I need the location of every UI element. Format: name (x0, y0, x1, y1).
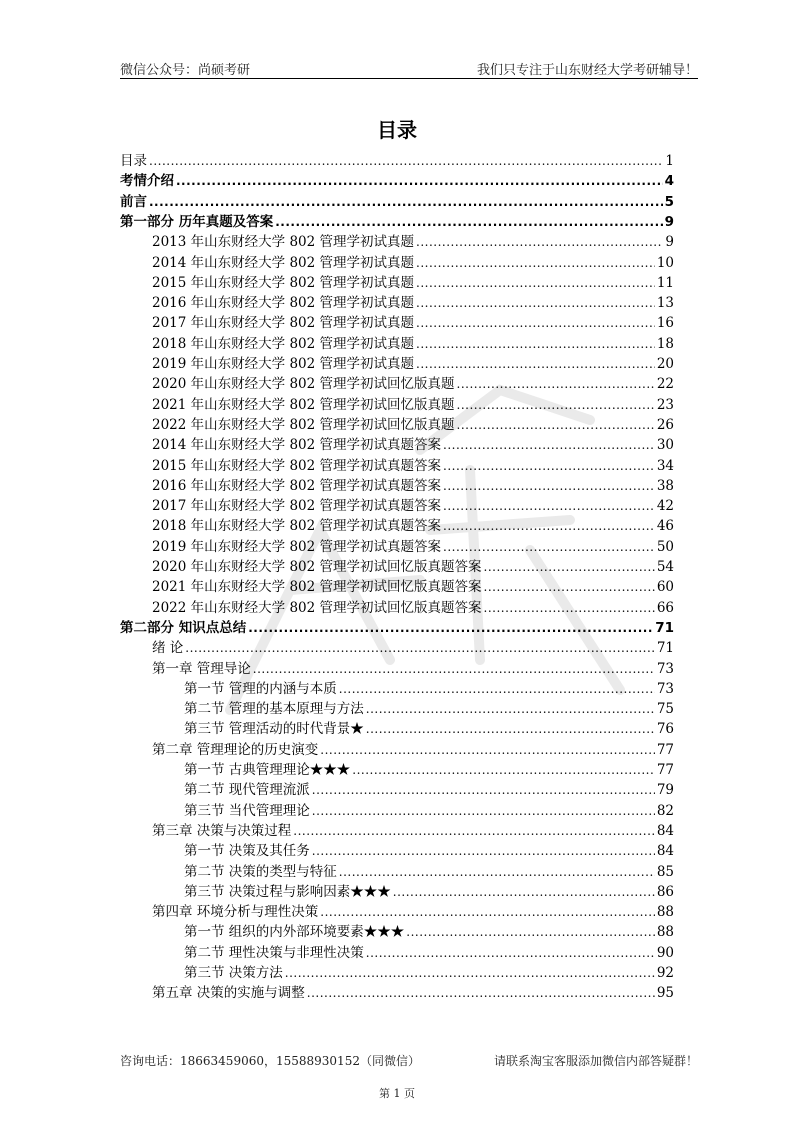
toc-entry[interactable] (120, 231, 674, 251)
toc-entry[interactable] (120, 840, 674, 860)
toc-entry[interactable] (120, 739, 674, 759)
toc-entry[interactable] (120, 434, 674, 454)
toc-dot-leader (457, 416, 655, 434)
page-number: 第 1 页 (379, 1087, 415, 1100)
toc-entry-label: 绪 论 (152, 640, 184, 657)
toc-dot-leader (253, 660, 655, 678)
toc-entry-label: 第四章 环境分析与理性决策 (152, 904, 319, 921)
toc-entry-page: 71 (656, 640, 674, 657)
toc-entry[interactable] (120, 333, 674, 353)
toc-entry[interactable] (120, 252, 674, 272)
toc-dot-leader (484, 599, 655, 617)
toc-entry[interactable] (120, 394, 674, 414)
toc-entry-page: 13 (656, 295, 674, 312)
toc-entry-page: 88 (656, 904, 674, 921)
toc-dot-leader (366, 700, 655, 718)
toc-dot-leader (443, 538, 655, 556)
toc-entry-label: 第一部分 历年真题及答案 (120, 213, 274, 230)
toc-dot-leader (285, 964, 655, 982)
toc-dot-leader (185, 639, 655, 657)
toc-entry-page: 26 (656, 416, 674, 433)
toc-entry-label: 第二章 管理理论的历史演变 (152, 741, 319, 758)
toc-entry-page: 60 (656, 579, 674, 596)
toc-entry-label: 第一节 古典管理理论★★★ (184, 762, 351, 778)
toc-entry-label: 2021 年山东财经大学 802 管理学初试回忆版真题 (152, 396, 455, 413)
toc-dot-leader (149, 193, 663, 211)
toc-entry-page: 1 (665, 153, 674, 169)
toc-entry[interactable] (120, 942, 674, 962)
toc-entry[interactable] (120, 515, 674, 535)
toc-entry-label: 2016 年山东财经大学 802 管理学初试真题 (152, 295, 414, 312)
toc-entry-label: 第一章 管理导论 (152, 660, 251, 677)
toc-dot-leader (416, 294, 655, 312)
toc-dot-leader (416, 355, 655, 373)
toc-entry-page: 46 (656, 518, 674, 535)
toc-entry-label: 2013 年山东财经大学 802 管理学初试真题 (152, 234, 414, 251)
toc-entry-label: 第三章 决策与决策过程 (152, 822, 292, 839)
toc-entry-label: 前言 (120, 193, 147, 210)
toc-dot-leader (443, 497, 655, 515)
toc-entry[interactable] (120, 800, 674, 820)
toc-entry-page: 11 (656, 274, 674, 291)
toc-dot-leader (275, 213, 662, 231)
toc-dot-leader (443, 457, 655, 475)
toc-entry[interactable] (120, 353, 674, 373)
toc-dot-leader (149, 152, 663, 170)
toc-entry-page: 23 (656, 396, 674, 413)
toc-entry[interactable] (120, 272, 674, 292)
toc-entry-label: 2022 年山东财经大学 802 管理学初试回忆版真题答案 (152, 599, 482, 616)
toc-entry-label: 第五章 决策的实施与调整 (152, 985, 305, 1002)
toc-dot-leader (176, 172, 663, 190)
footer-contact-text: 咨询电话：18663459060，15588930152（同微信） (120, 1054, 420, 1068)
toc-entry-label: 第二节 现代管理流派 (184, 782, 310, 799)
toc-entry[interactable] (120, 475, 674, 495)
toc-entry-page: 90 (656, 944, 674, 961)
toc-dot-leader (443, 436, 655, 454)
toc-entry-page: 88 (656, 924, 674, 941)
toc-dot-leader (406, 923, 655, 941)
toc-entry[interactable] (120, 820, 674, 840)
toc-entry-page: 84 (656, 822, 674, 839)
toc-dot-leader (457, 396, 655, 414)
toc-entry-page: 66 (656, 599, 674, 616)
toc-dot-leader (320, 903, 655, 921)
toc-title: 目录 (377, 118, 417, 142)
toc-entry-label: 2014 年山东财经大学 802 管理学初试真题答案 (152, 437, 441, 454)
toc-entry-label: 2014 年山东财经大学 802 管理学初试真题 (152, 254, 414, 271)
toc-entry-page: 71 (655, 619, 674, 636)
toc-entry-page: 5 (664, 193, 674, 210)
toc-entry-label: 2017 年山东财经大学 802 管理学初试真题 (152, 315, 414, 332)
toc-entry[interactable] (120, 718, 674, 738)
toc-entry-label: 第二节 决策的类型与特征 (184, 863, 337, 880)
toc-dot-leader (293, 822, 655, 840)
toc-dot-leader (339, 680, 655, 698)
toc-dot-leader (484, 558, 655, 576)
toc-entry-label: 第三节 当代管理理论 (184, 802, 310, 819)
toc-entry[interactable] (120, 536, 674, 556)
toc-entry[interactable] (120, 373, 674, 393)
toc-dot-leader (484, 578, 655, 596)
toc-entry[interactable] (120, 759, 674, 779)
toc-dot-leader (312, 802, 655, 820)
toc-entry[interactable] (120, 881, 674, 901)
toc-entry-page: 95 (656, 985, 674, 1002)
toc-dot-leader (416, 314, 655, 332)
toc-entry-page: 42 (656, 498, 674, 515)
footer-right-text: 请联系淘宝客服添加微信内部答疑群！ (493, 1054, 698, 1068)
toc-entry[interactable] (120, 678, 674, 698)
toc-entry-label: 2020 年山东财经大学 802 管理学初试回忆版真题 (152, 376, 455, 393)
toc-entry-page: 77 (656, 762, 674, 778)
toc-entry-label: 2021 年山东财经大学 802 管理学初试回忆版真题答案 (152, 579, 482, 596)
toc-entry-label: 第一节 管理的内涵与本质 (184, 680, 337, 697)
page-header (120, 58, 698, 79)
toc-entry-label: 2016 年山东财经大学 802 管理学初试真题答案 (152, 477, 441, 494)
toc-dot-leader (416, 274, 655, 292)
toc-dot-leader (416, 254, 655, 272)
toc-entry[interactable] (120, 150, 674, 170)
toc-entry[interactable] (120, 414, 674, 434)
toc-entry[interactable] (120, 698, 674, 718)
toc-entry-label: 目录 (120, 153, 147, 169)
toc-entry[interactable] (120, 637, 674, 657)
toc-dot-leader (339, 863, 655, 881)
toc-entry-label: 考情介绍 (120, 173, 174, 190)
toc-entry-label: 2015 年山东财经大学 802 管理学初试真题答案 (152, 457, 441, 474)
toc-entry-page: 20 (656, 356, 674, 372)
toc-entry-page: 30 (656, 437, 674, 454)
toc-entry-label: 2019 年山东财经大学 802 管理学初试真题答案 (152, 538, 441, 555)
toc-entry[interactable] (120, 576, 674, 596)
toc-entry[interactable] (120, 982, 674, 1002)
toc-entry[interactable] (120, 597, 674, 617)
toc-entry-page: 85 (656, 863, 674, 880)
toc-entry-label: 第一节 决策及其任务 (184, 843, 310, 860)
header-right-text: 我们只专注于山东财经大学考研辅导！ (476, 63, 698, 78)
toc-dot-leader (312, 842, 655, 860)
toc-entry-page: 73 (656, 680, 674, 697)
toc-dot-leader (443, 477, 655, 495)
toc-entry[interactable] (120, 617, 674, 637)
toc-entry-label: 2018 年山东财经大学 802 管理学初试真题 (152, 335, 414, 352)
toc-dot-leader (312, 781, 655, 799)
toc-dot-leader (457, 375, 655, 393)
toc-entry-page: 54 (656, 559, 674, 575)
toc-entry[interactable] (120, 191, 674, 211)
toc-dot-leader (366, 944, 655, 962)
toc-entry-label: 2017 年山东财经大学 802 管理学初试真题答案 (152, 498, 441, 515)
toc-entry-page: 77 (656, 741, 674, 758)
toc-entry-label: 第三节 决策方法 (184, 965, 283, 981)
toc-entry-page: 9 (665, 234, 674, 251)
toc-entry[interactable] (120, 556, 674, 576)
toc-entry-label: 2015 年山东财经大学 802 管理学初试真题 (152, 274, 414, 291)
toc-entry[interactable] (120, 861, 674, 881)
toc-entry-page: 38 (656, 477, 674, 494)
toc-entry-page: 79 (656, 782, 674, 799)
toc-entry[interactable] (120, 779, 674, 799)
toc-dot-leader (320, 741, 655, 759)
toc-dot-leader (307, 984, 655, 1002)
toc-entry-label: 第三节 管理活动的时代背景★ (184, 721, 364, 738)
toc-dot-leader (366, 720, 655, 738)
toc-entry-page: 9 (664, 213, 674, 230)
toc-entry-page: 10 (656, 254, 674, 271)
toc-entry[interactable] (120, 292, 674, 312)
toc-entry[interactable] (120, 962, 674, 982)
toc-entry-page: 50 (656, 538, 674, 555)
toc-entry-label: 第三节 决策过程与影响因素★★★ (184, 883, 391, 900)
toc-entry-label: 2022 年山东财经大学 802 管理学初试回忆版真题 (152, 416, 455, 433)
toc-entry-label: 第一节 组织的内外部环境要素★★★ (184, 924, 405, 941)
toc-dot-leader (443, 517, 655, 535)
toc-entry-page: 84 (656, 843, 674, 860)
toc-dot-leader (416, 233, 663, 251)
toc-entry[interactable] (120, 495, 674, 515)
toc-entry[interactable] (120, 455, 674, 475)
toc-entry[interactable] (120, 901, 674, 921)
toc-entry-page: 18 (656, 335, 674, 352)
toc-entry[interactable] (120, 211, 674, 231)
toc-dot-leader (248, 619, 653, 637)
toc-entry[interactable] (120, 921, 674, 941)
toc-entry-label: 2019 年山东财经大学 802 管理学初试真题 (152, 356, 414, 372)
toc-entry-page: 82 (656, 802, 674, 819)
toc-dot-leader (393, 883, 655, 901)
header-left-text: 微信公众号：尚硕考研 (120, 63, 251, 78)
toc-entry-page: 16 (656, 315, 674, 332)
toc-entry-page: 76 (656, 721, 674, 738)
toc-dot-leader (416, 335, 655, 353)
toc-entry-page: 34 (656, 457, 674, 474)
toc-entry[interactable] (120, 170, 674, 190)
toc-entry-label: 第二部分 知识点总结 (120, 619, 247, 636)
toc-entry[interactable] (120, 658, 674, 678)
toc-entry[interactable] (120, 312, 674, 332)
toc-entry-label: 2020 年山东财经大学 802 管理学初试回忆版真题答案 (152, 559, 482, 575)
toc-entry-label: 第二节 理性决策与非理性决策 (184, 944, 364, 961)
toc-entry-page: 22 (656, 376, 674, 393)
toc-entry-page: 4 (664, 173, 674, 190)
toc-entry-label: 第二节 管理的基本原理与方法 (184, 701, 364, 718)
toc-dot-leader (352, 761, 655, 779)
toc-entry-label: 2018 年山东财经大学 802 管理学初试真题答案 (152, 518, 441, 535)
toc-entry-page: 73 (656, 660, 674, 677)
toc-entry-page: 75 (656, 701, 674, 718)
toc-entry-page: 92 (656, 965, 674, 981)
toc-entry-page: 86 (656, 883, 674, 900)
